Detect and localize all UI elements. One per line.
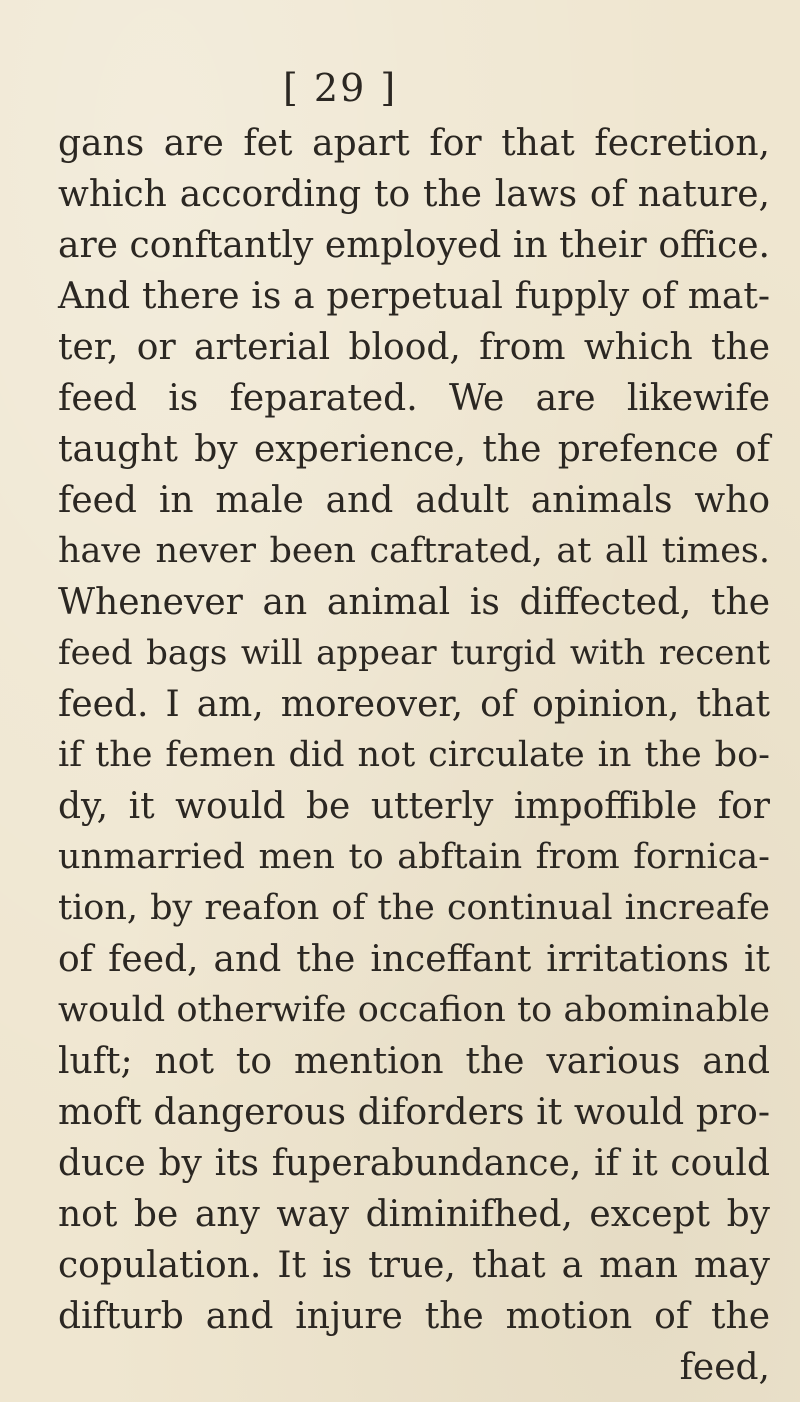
text-line: which according to the laws of nature, [58, 174, 770, 215]
text-line: feed is feparated. We are likewife [58, 378, 770, 419]
text-line: luft; not to mention the various and [58, 1041, 770, 1082]
text-line: are conftantly employed in their office. [58, 225, 770, 266]
text-line: taught by experience, the prefence of [58, 429, 770, 470]
text-line: copulation. It is true, that a man may [58, 1245, 770, 1286]
text-line: not be any way diminifhed, except by [58, 1194, 770, 1235]
catchword: feed, [679, 1347, 770, 1388]
text-line: if the femen did not circulate in the bo- [58, 735, 770, 775]
text-line: moft dangerous diforders it would pro- [58, 1092, 770, 1133]
text-line: difturb and injure the motion of the [58, 1296, 770, 1337]
text-line: feed in male and adult animals who [58, 480, 770, 521]
text-line: dy, it would be utterly impoffible for [58, 786, 770, 827]
page-number: [ 29 ] [283, 66, 398, 110]
text-line: feed bags will appear turgid with recent [58, 633, 770, 673]
text-line: of feed, and the inceffant irritations it [58, 939, 770, 980]
text-line: ter, or arterial blood, from which the [58, 327, 770, 368]
text-line: duce by its fuperabundance, if it could [58, 1143, 770, 1184]
text-line: And there is a perpetual fupply of mat- [58, 276, 770, 317]
body-text [58, 118, 770, 1393]
text-line: gans are fet apart for that fecretion, [58, 123, 770, 164]
text-line: tion, by reafon of the continual increafe [58, 888, 770, 928]
text-line: have never been caftrated, at all times. [58, 531, 770, 571]
text-line: unmarried men to abftain from fornica- [58, 837, 770, 877]
text-line: feed. I am, moreover, of opinion, that [58, 684, 770, 725]
text-line: Whenever an animal is diffected, the [58, 582, 770, 623]
text-line: would otherwife occafion to abominable [58, 990, 770, 1030]
